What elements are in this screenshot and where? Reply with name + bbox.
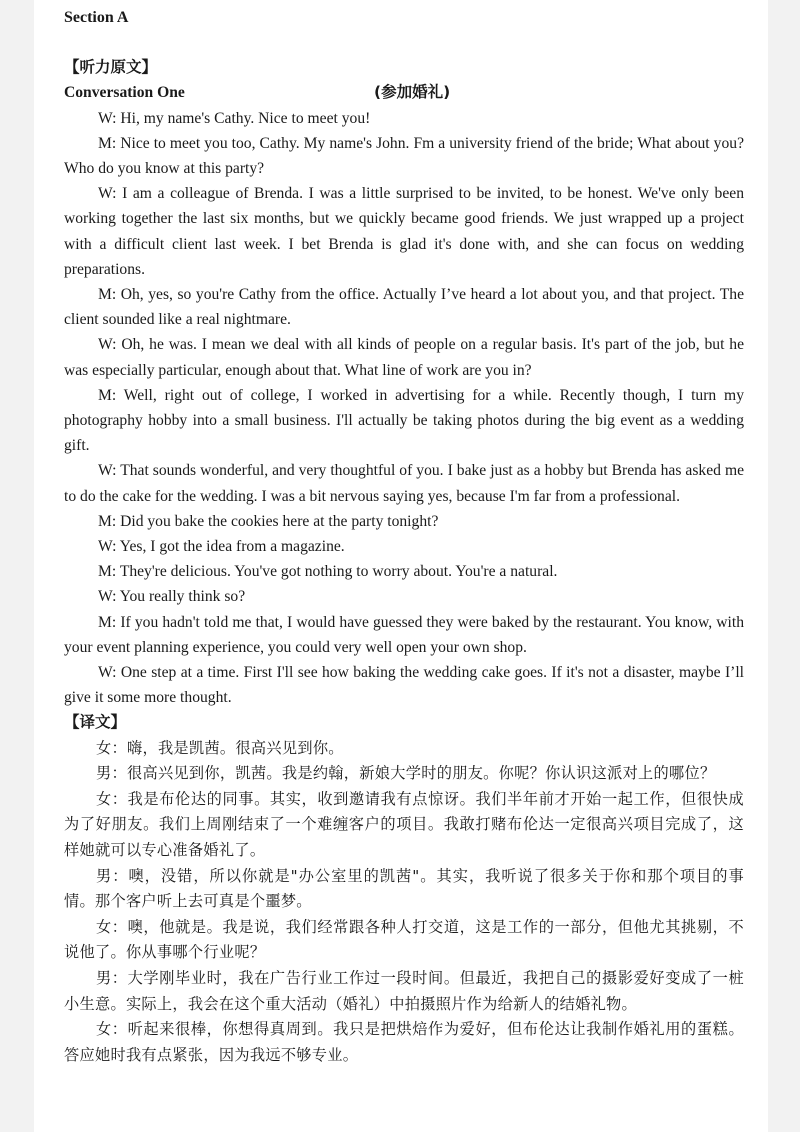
translation-line: 男：噢，没错，所以你就是"办公室里的凯茜"。其实，我听说了很多关于你和那个项目的事情。那个客户听上去可真是个噩梦。 bbox=[64, 866, 744, 911]
dialogue-line: W: I am a colleague of Brenda. I was a little surprised to be invited, to be honest. We've only been working together the last six months, but we quickly became good friends. We just wrapped up a project with a difficult client last week. I bet Brenda is glad it's done with, and she can focus on wedding preparations. bbox=[64, 185, 744, 278]
dialogue-line: M: Nice to meet you too, Cathy. My name's John. Fm a university friend of the bride; What about you? Who do you know at this party? bbox=[64, 134, 744, 178]
translation-line: 男：很高兴见到你，凯茜。我是约翰，新娘大学时的朋友。你呢？你认识这派对上的哪位？ bbox=[96, 764, 716, 783]
dialogue-line: M: Oh, yes, so you're Cathy from the office. Actually I’ve heard a lot about you, and that project. The client sounded like a real nightmare. bbox=[64, 286, 744, 329]
conversation-heading bbox=[64, 80, 744, 105]
dialogue-line: W: One step at a time. First I'll see how baking the wedding cake goes. If it's not a disaster, maybe I’ll give it some more thought. bbox=[64, 664, 744, 707]
dialogue-line: W: You really think so? bbox=[98, 588, 246, 606]
dialogue-line: W: That sounds wonderful, and very thoughtful of you. I bake just as a hobby but Brenda has asked me to do the cake for the wedding. I was a bit nervous saying yes, because I'm far from a professional. bbox=[64, 462, 744, 505]
dialogue-line: M: They're delicious. You've got nothing to worry about. You're a natural. bbox=[98, 563, 558, 581]
chinese-translation bbox=[64, 736, 744, 1069]
translation-line: 女：噢，他就是。我是说，我们经常跟各种人打交道，这是工作的一部分，但他尤其挑剔，不说他了。你从事哪个行业呢？ bbox=[64, 917, 744, 962]
english-dialogue bbox=[64, 106, 744, 711]
dialogue-line: M: If you hadn't told me that, I would have guessed they were baked by the restaurant. You know, with your event planning experience, you could very well open your own shop. bbox=[64, 613, 744, 656]
dialogue-line: W: Yes, I got the idea from a magazine. bbox=[98, 538, 345, 556]
conversation-topic: (参加婚礼) bbox=[374, 83, 451, 102]
spacer bbox=[64, 30, 744, 55]
section-label: Section A bbox=[64, 9, 129, 26]
translation-line: 女：嗨，我是凯茜。很高兴见到你。 bbox=[96, 738, 344, 757]
document-content bbox=[64, 5, 744, 1068]
translation-header: 【译文】 bbox=[64, 713, 127, 732]
dialogue-line: M: Did you bake the cookies here at the party tonight? bbox=[98, 512, 439, 530]
dialogue-line: W: Oh, he was. I mean we deal with all kinds of people on a regular basis. It's part of the job, but he was especially particular, enough about that. What line of work are you in? bbox=[64, 336, 744, 379]
translation-line: 女：听起来很棒，你想得真周到。我只是把烘焙作为爱好，但布伦达让我制作婚礼用的蛋糕。答应她时我有点紧张，因为我远不够专业。 bbox=[64, 1020, 744, 1064]
conversation-title: Conversation One bbox=[64, 84, 185, 102]
translation-line: 男：大学刚毕业时，我在广告行业工作过一段时间。但最近，我把自己的摄影爱好变成了一桩小生意。实际上，我会在这个重大活动（婚礼）中拍摄照片作为给新人的结婚礼物。 bbox=[64, 969, 744, 1013]
dialogue-line: W: Hi, my name's Cathy. Nice to meet you! bbox=[98, 109, 371, 127]
original-header: 【听力原文】 bbox=[64, 58, 158, 77]
dialogue-line: M: Well, right out of college, I worked in advertising for a while. Recently though, I turn my photography hobby into a small business. I'll actually be taking photos during the big event as a wedding gift. bbox=[64, 386, 744, 455]
document-page bbox=[34, 0, 768, 1132]
translation-line: 女：我是布伦达的同事。其实，收到邀请我有点惊讶。我们半年前才开始一起工作，但很快成为了好朋友。我们上周刚结束了一个难缠客户的项目。我敢打赌布伦达一定很高兴项目完成了，这样她就可以专心准备婚礼了。 bbox=[64, 789, 744, 860]
